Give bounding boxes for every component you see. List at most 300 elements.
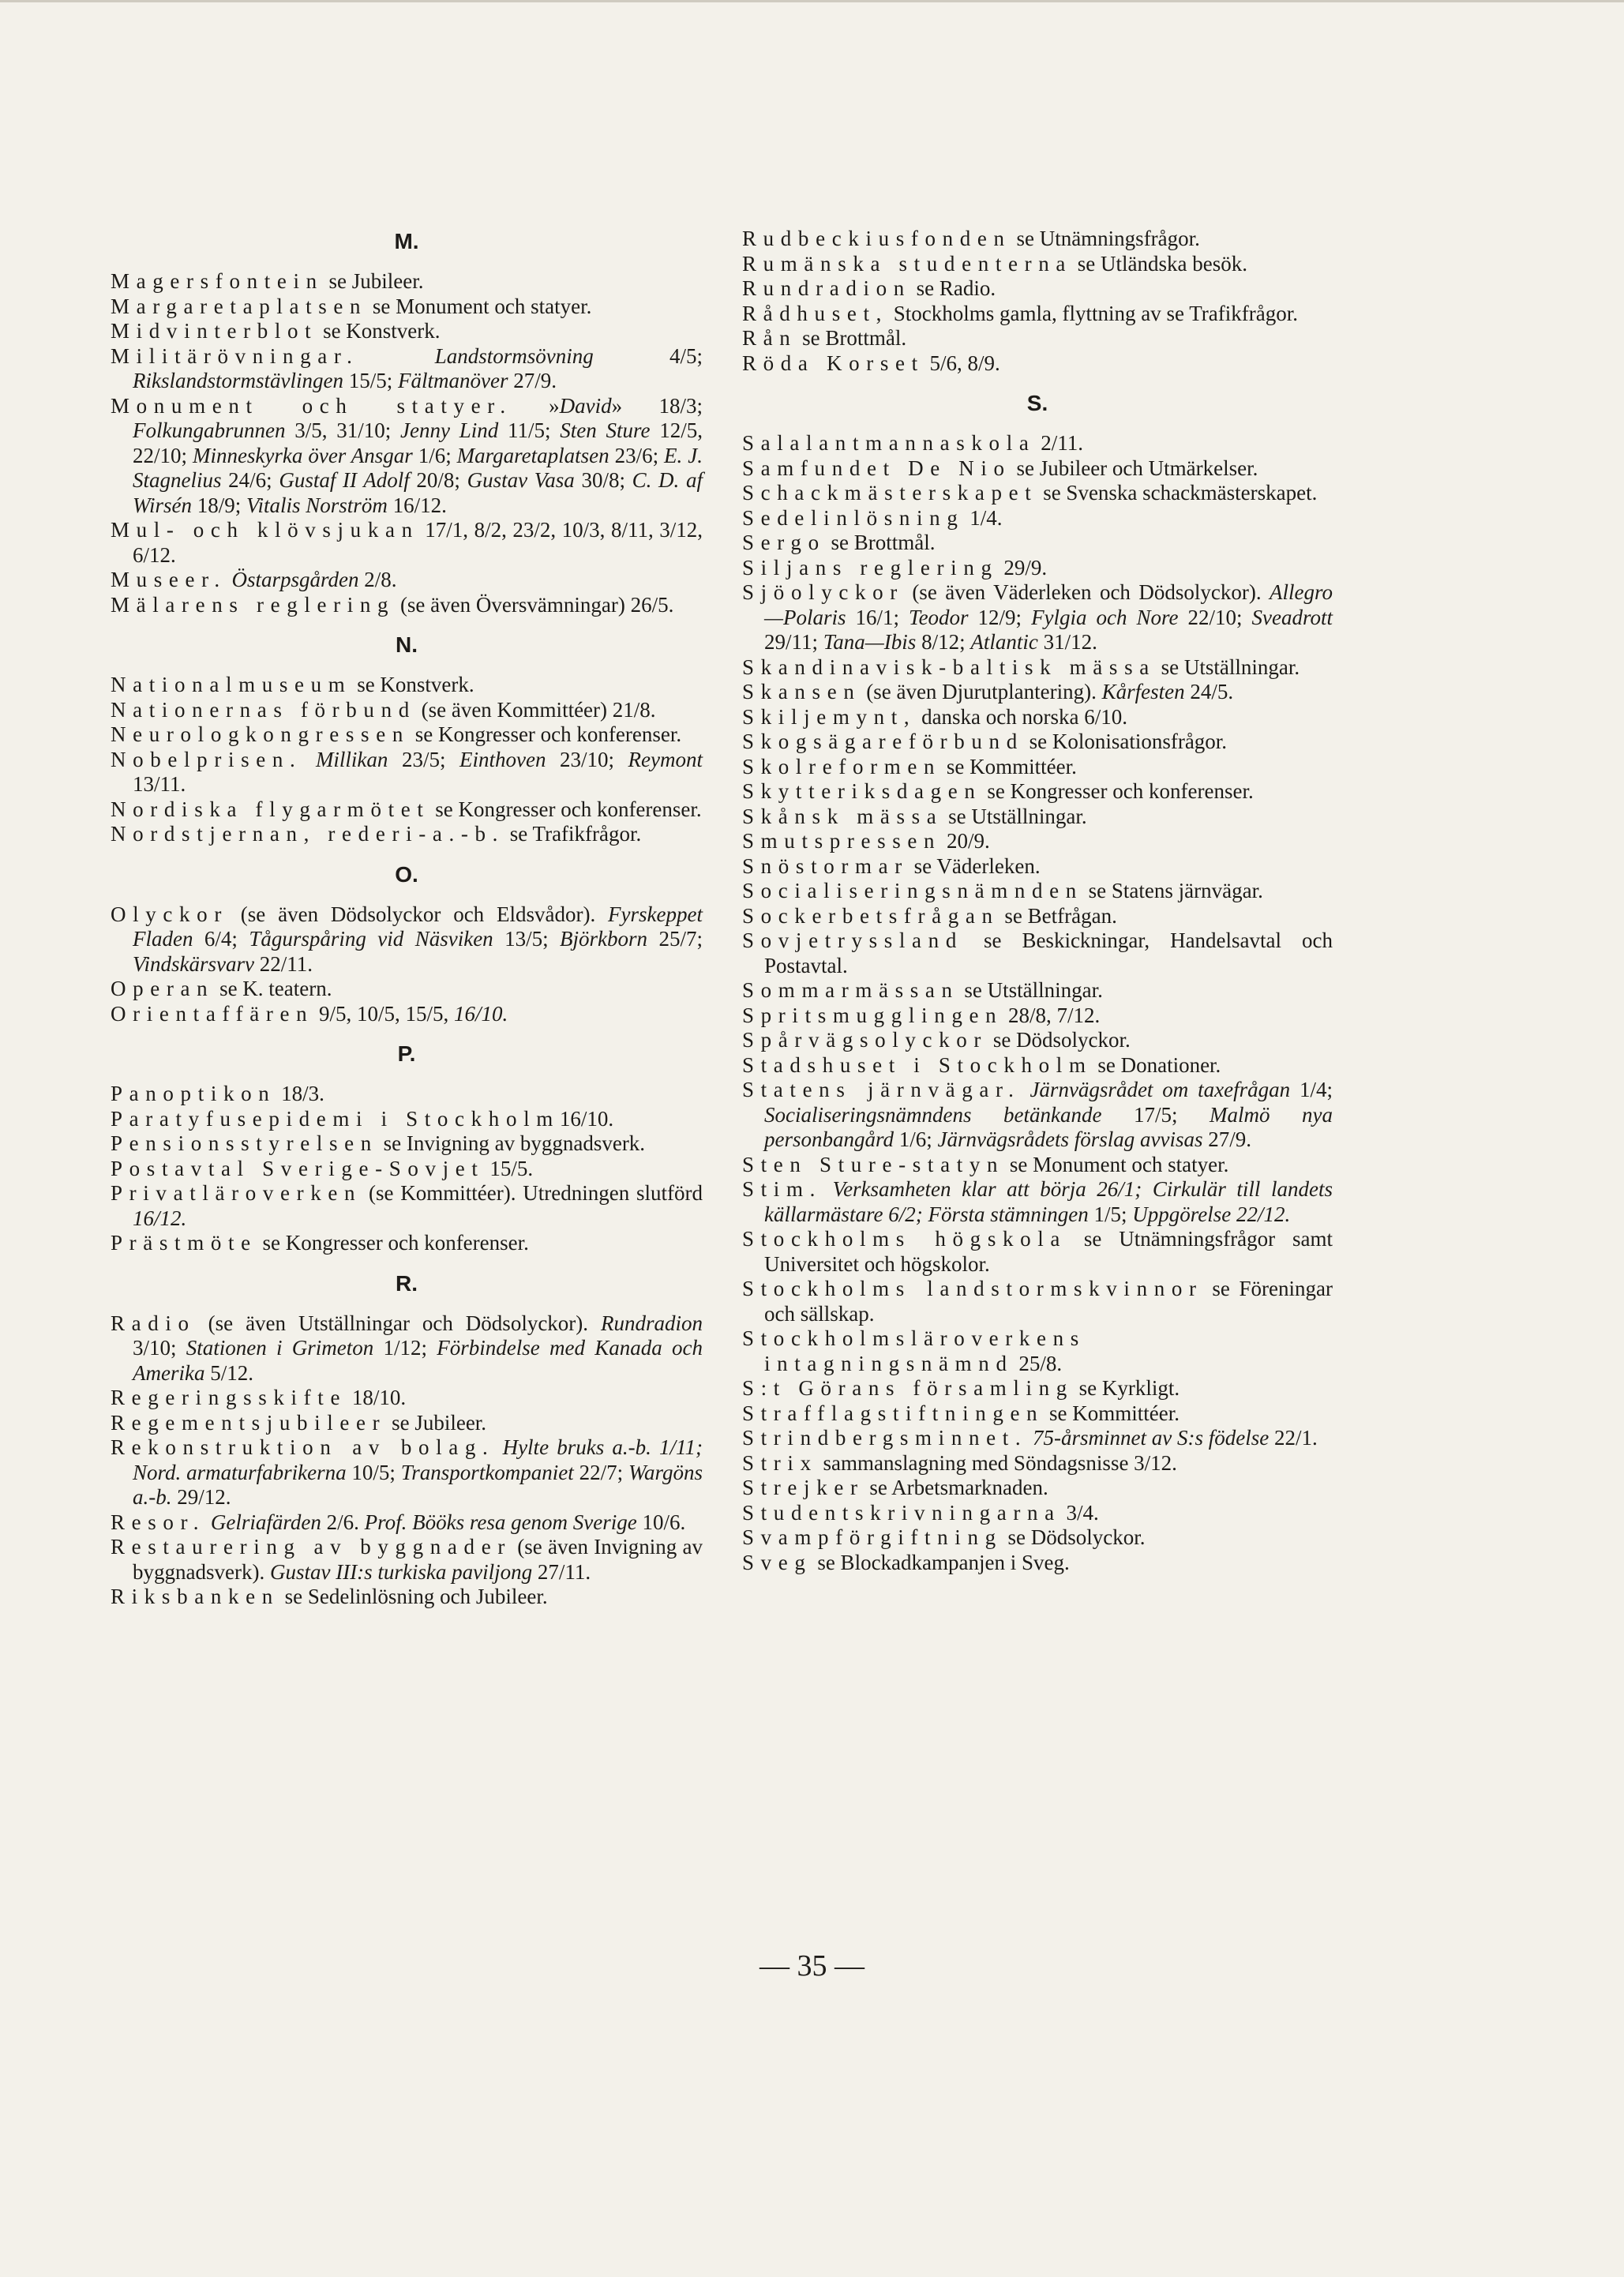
entry-text: 22/11. <box>253 951 313 976</box>
italic-reference: Nord. armaturfabrikerna <box>133 1460 347 1484</box>
headword: Svampförgiftning <box>742 1525 1003 1549</box>
headword: Monument och statyer. <box>111 393 512 418</box>
entry-text: se Donationer. <box>1092 1052 1221 1077</box>
entry-text: 12/9; <box>968 605 1032 629</box>
entry-text: 10/5; <box>346 1460 401 1484</box>
entry-text: 1/4. <box>964 505 1003 530</box>
headword: Magersfontein <box>111 269 324 293</box>
headword: Prästmöte <box>111 1231 257 1255</box>
headword: Statens järnvägar. <box>742 1078 1021 1101</box>
entry-text: 1/6; <box>894 1127 938 1151</box>
entry-text: 15/5; <box>343 369 398 392</box>
headword: Spritsmugglingen <box>742 1003 1003 1027</box>
index-entry-skytteriksdagen <box>742 779 1333 805</box>
headword: Regeringsskifte <box>111 1386 347 1409</box>
entry-text: 3/4. <box>1060 1500 1099 1525</box>
entry-text: 2/11. <box>1035 431 1083 455</box>
italic-reference: Rikslandstormstävlingen <box>133 369 343 392</box>
headword: Neurologkongressen <box>111 722 410 746</box>
italic-reference: Atlantic <box>970 630 1038 654</box>
index-entry-panoptikon <box>111 1082 703 1107</box>
headword: Margaretaplatsen <box>111 294 368 318</box>
entry-text: se Kommittéer. <box>1044 1401 1180 1425</box>
entry-text: se Kongresser och konferenser. <box>981 779 1254 803</box>
index-entry-skolreformen <box>742 755 1333 780</box>
top-edge-rule <box>0 0 1624 2</box>
section-letter: N. <box>396 632 418 657</box>
index-entry-resor <box>111 1510 703 1536</box>
italic-reference: 75-årsminnet av S:s födelse <box>1033 1426 1270 1450</box>
italic-reference: Folkungabrunnen <box>133 418 286 442</box>
index-entry-salalantmannaskola <box>742 431 1333 456</box>
index-entry-prästmöte <box>111 1231 703 1256</box>
headword: Rumänska studenterna <box>742 251 1072 276</box>
headword: Sergo <box>742 531 826 554</box>
entry-text: 31/12. <box>1037 630 1097 654</box>
entry-text <box>822 1177 833 1201</box>
italic-reference: Socialiseringsnämndens betänkande <box>764 1102 1102 1127</box>
entry-text: 4/5; <box>593 343 703 368</box>
entry-text: 16/10. <box>559 1106 614 1131</box>
entry-text: 16/1; <box>846 605 910 629</box>
entry-text: se Kyrkligt. <box>1073 1376 1180 1400</box>
index-entry-röda-korset <box>742 351 1333 377</box>
entry-text: se Kongresser och konferenser. <box>409 722 682 746</box>
entry-text: 23/5; <box>388 747 459 771</box>
entry-text: se Kolonisationsfrågor. <box>1023 730 1228 753</box>
page-number: — 35 — <box>759 1949 865 1983</box>
entry-text: se Utställningar. <box>958 978 1103 1002</box>
entry-text <box>1027 1426 1033 1450</box>
headword: Sockerbetsfrågan <box>742 903 1000 928</box>
entry-text: 28/8, 7/12. <box>1003 1003 1101 1027</box>
index-entry-strindbergsminnet <box>742 1426 1333 1451</box>
entry-text: (se även Utställningar och Dödsolyckor). <box>195 1311 601 1335</box>
italic-reference: Wargöns a.-b. <box>133 1460 703 1509</box>
entry-text: 17/1, 8/2, 23/2, 10/3, 8/11, 3/12, 6/12. <box>133 518 703 567</box>
index-entry-rumänska-studenterna <box>742 252 1333 277</box>
headword: Postavtal Sverige-Sovjet <box>111 1156 485 1180</box>
headword: Operan <box>111 977 215 1000</box>
entry-text: 29/12. <box>171 1485 231 1509</box>
headword: Nationalmuseum <box>111 673 352 696</box>
headword: Privatläroverken <box>111 1181 362 1205</box>
entry-text: se Dödsolyckor. <box>988 1028 1131 1052</box>
index-entry-skandinavisk-baltisk-mässa <box>742 655 1333 681</box>
index-entry-operan <box>111 977 703 1002</box>
entry-text: se Utnämningsfrågor. <box>1011 227 1200 250</box>
index-entry-spårvägsolyckor <box>742 1028 1333 1053</box>
italic-reference: Reymont <box>628 747 703 771</box>
headword: Strejker <box>742 1476 865 1499</box>
headword: Riksbanken <box>111 1585 279 1608</box>
headword: Rundradion <box>742 276 911 300</box>
entry-text: se Beskickningar, Handelsavtal och Postavtal. <box>764 928 1333 977</box>
entry-text: 22/1. <box>1269 1426 1318 1450</box>
headword: Spårvägsolyckor <box>742 1028 988 1052</box>
italic-reference: Fylgia och Nore <box>1031 605 1179 629</box>
italic-reference: Millikan <box>315 747 388 771</box>
index-entry-privatläroverken <box>111 1181 703 1231</box>
index-entry-margaretaplatsen <box>111 294 703 320</box>
index-entry-spritsmugglingen <box>742 1003 1333 1029</box>
section-letter: S. <box>1026 391 1048 415</box>
entry-text: se Kongresser och konferenser. <box>257 1231 529 1255</box>
headword: Museer. <box>111 568 227 591</box>
index-entry-sergo <box>742 531 1333 556</box>
index-entry-nordstjernan-rederi-a-b <box>111 822 703 847</box>
index-entry-rudbeckiusfonden <box>742 227 1333 252</box>
index-entry-sedelinlösning <box>742 506 1333 531</box>
index-entry-smutspressen <box>742 829 1333 854</box>
headword: Stockholmsläroverkens intagningsnämnd <box>742 1326 1086 1375</box>
entry-text: 5/12. <box>204 1360 253 1385</box>
index-entry-rådhuset <box>742 302 1333 327</box>
italic-reference: Allegro—Polaris <box>764 580 1333 629</box>
entry-text: 1/4; <box>1290 1078 1333 1101</box>
index-entry-nobelprisen <box>111 748 703 797</box>
italic-reference: Tana—Ibis <box>823 630 917 654</box>
index-entry-socialiseringsnämnden <box>742 879 1333 904</box>
italic-reference: Landstormsövning <box>434 343 594 368</box>
index-entry-siljans-reglering <box>742 556 1333 581</box>
entry-text: se Invigning av byggnadsverk. <box>377 1131 646 1155</box>
index-entry-strafflagstiftningen <box>742 1401 1333 1427</box>
entry-text: 17/5; <box>1101 1102 1210 1127</box>
headword: Sveg <box>742 1550 812 1574</box>
entry-text: se Trafikfrågor. <box>504 822 642 846</box>
entry-text <box>302 748 316 771</box>
entry-text: 9/5, 10/5, 15/5, <box>313 1001 454 1026</box>
italic-reference: Sveadrott <box>1251 605 1333 629</box>
index-entry-sommarmässan <box>742 978 1333 1003</box>
headword: Smutspressen <box>742 829 942 853</box>
entry-text: se Kommittéer. <box>941 754 1077 778</box>
index-entry-nationernas-förbund <box>111 698 703 723</box>
entry-text: se Arbetsmarknaden. <box>864 1476 1048 1499</box>
entry-text: 27/9. <box>1202 1127 1252 1151</box>
index-entry-nationalmuseum <box>111 673 703 698</box>
index-entry-strejker <box>742 1476 1333 1501</box>
italic-reference: Teodor <box>909 605 969 629</box>
entry-text: se Brottmål. <box>825 531 936 554</box>
italic-reference: E. J. Stagnelius <box>133 443 703 492</box>
entry-text: se Väderleken. <box>908 853 1041 878</box>
entry-text: se Sedelinlösning och Jubileer. <box>279 1585 548 1608</box>
italic-reference: Minneskyrka över Ansgar <box>192 443 413 467</box>
italic-reference: Hylte bruks a.-b. <box>502 1435 651 1459</box>
index-entry-neurologkongressen <box>111 722 703 748</box>
italic-reference: Fyrskeppet Fladen <box>133 902 703 951</box>
italic-reference: Jenny Lind <box>400 418 499 442</box>
headword: Nordstjernan, rederi-a.-b. <box>111 822 505 846</box>
headword: Socialiseringsnämnden <box>742 879 1083 902</box>
italic-reference: Kårfesten <box>1101 680 1185 703</box>
entry-text: 25/7; <box>647 927 703 951</box>
italic-reference: Gustaf II Adolf <box>279 468 410 492</box>
index-entry-skogsägareförbund <box>742 730 1333 755</box>
entry-text: 25/8. <box>1013 1351 1063 1375</box>
entry-text: 16/12. <box>387 493 447 517</box>
italic-reference: Transportkompaniet <box>400 1460 574 1484</box>
headword: S:t Görans församling <box>742 1376 1074 1400</box>
index-entry-regeringsskifte <box>111 1386 703 1411</box>
entry-text: 6/4; <box>193 927 249 951</box>
italic-reference: 16/10. <box>454 1001 508 1026</box>
index-entry-mälarens-reglering <box>111 593 703 618</box>
index-entry-militärövningar <box>111 344 703 394</box>
index-entry-strix <box>742 1451 1333 1476</box>
entry-text: 24/6; <box>221 468 279 492</box>
headword: Skandinavisk-baltisk mässa <box>742 655 1156 679</box>
headword: Röda Korset <box>742 351 925 375</box>
headword: Sovjetryssland <box>742 928 963 952</box>
headword: Schackmästerskapet <box>742 481 1038 505</box>
entry-text: 30/8; <box>574 468 632 492</box>
entry-text: (se även Översvämningar) 26/5. <box>395 592 674 617</box>
entry-text: (se även Väderleken och Dödsolyckor). <box>903 580 1270 604</box>
index-entry-stockholms-högskola <box>742 1227 1333 1277</box>
headword: Salalantmannaskola <box>742 431 1036 455</box>
entry-text: se K. teatern. <box>214 977 332 1000</box>
entry-text: 2/8. <box>358 568 397 591</box>
headword: Sjöolyckor <box>742 580 904 604</box>
index-entry-rundradion <box>742 276 1333 302</box>
entry-text: 13/5; <box>493 927 561 951</box>
headword: Samfundet De Nio <box>742 456 1011 480</box>
italic-reference: David <box>559 393 612 418</box>
entry-text: (se Kommittéer). Utredningen slutförd <box>362 1181 703 1205</box>
index-entry-paratyfusepidemi-i-stockholm <box>111 1107 703 1132</box>
entry-text: 20/9. <box>941 829 990 853</box>
headword: Mälarens reglering <box>111 592 396 617</box>
headword: Midvinterblot <box>111 319 318 343</box>
entry-text: 18/10. <box>347 1386 407 1409</box>
italic-reference: 1/11; <box>659 1435 703 1459</box>
index-entry-magersfontein <box>111 269 703 294</box>
italic-reference: Rundradion <box>600 1311 703 1335</box>
italic-reference: Järnvägsrådet om taxefrågan <box>1030 1078 1291 1101</box>
italic-reference: Vindskärsvarv <box>133 951 254 976</box>
headword: Orientaffären <box>111 1001 314 1026</box>
entry-text: 10/6. <box>636 1510 686 1534</box>
entry-text <box>1231 1202 1236 1226</box>
entry-text: se Radio. <box>910 276 996 300</box>
headword: Nordiska flygarmötet <box>111 797 430 821</box>
index-entry-sovjetryssland <box>742 928 1333 978</box>
right-column <box>742 227 1333 1575</box>
entry-text: 23/6; <box>609 443 665 467</box>
headword: Sten Sture-statyn <box>742 1152 1005 1176</box>
entry-text: 29/11; <box>764 630 823 654</box>
italic-reference: 16/12. <box>133 1206 187 1230</box>
headword: Stim. <box>742 1177 822 1201</box>
headword: Radio <box>111 1311 196 1335</box>
index-entry-nordiska-flygarmötet <box>111 797 703 823</box>
index-entry-sockerbetsfrågan <box>742 904 1333 929</box>
index-entry-skiljemynt <box>742 705 1333 730</box>
italic-reference: Stationen i Grimeton <box>186 1336 374 1360</box>
italic-reference: Tågurspåring vid Näsviken <box>249 927 493 951</box>
entry-text: 11/5; <box>498 418 561 442</box>
entry-text: 3/10; <box>133 1336 186 1360</box>
index-entry-olyckor <box>111 902 703 977</box>
italic-reference: Vitalis Norström <box>246 493 388 517</box>
entry-text: se Föreningar och sällskap. <box>764 1277 1333 1326</box>
entry-text: se Jubileer och Utmärkelser. <box>1011 456 1258 480</box>
entry-text: se Monument och statyer. <box>367 294 592 318</box>
headword: Skytteriksdagen <box>742 779 982 803</box>
entry-text <box>1021 1078 1030 1101</box>
index-entry-sjöolyckor <box>742 580 1333 655</box>
entry-text: se Konstverk. <box>317 319 441 343</box>
index-entry-pensionsstyrelsen <box>111 1131 703 1157</box>
index-entry-stockholms-landstormskvinnor <box>742 1277 1333 1326</box>
entry-text: » <box>512 393 560 418</box>
headword: Skånsk mässa <box>742 804 943 828</box>
headword: Sedelinlösning <box>742 505 965 530</box>
entry-text: 1/12; <box>373 1336 437 1360</box>
entry-text: 18/9; <box>192 493 247 517</box>
index-entry-orientaffären <box>111 1002 703 1027</box>
entry-text: 1/5; <box>1088 1202 1133 1226</box>
italic-reference: Malmö nya personbangård <box>764 1102 1333 1151</box>
entry-text: se Utnämningsfrågor samt Universitet och högskolor. <box>764 1227 1333 1276</box>
entry-text: 8/12; <box>916 630 971 654</box>
entry-text: 22/7; <box>573 1460 628 1484</box>
italic-reference: Gelriafärden <box>210 1510 321 1534</box>
headword: Skansen <box>742 680 861 703</box>
section-letter: R. <box>396 1270 418 1296</box>
entry-text <box>205 1510 211 1534</box>
entry-text: 22/10; <box>1178 605 1252 629</box>
headword: Stadshuset i Stockholm <box>742 1052 1093 1077</box>
left-column <box>111 227 703 1610</box>
italic-reference: Prof. Bööks resa genom Sverige <box>364 1510 637 1534</box>
italic-reference: Fältmanöver <box>398 369 508 392</box>
italic-reference: Uppgörelse <box>1132 1202 1232 1226</box>
entry-text <box>358 344 434 368</box>
headword: Olyckor <box>111 902 228 926</box>
headword: Siljans reglering <box>742 555 999 580</box>
entry-text: se Svenska schackmästerskapet. <box>1037 481 1318 505</box>
entry-text: se Konstverk. <box>351 673 474 696</box>
index-entry-midvinterblot <box>111 319 703 344</box>
entry-text: 29/9. <box>998 555 1048 580</box>
headword: Rån <box>742 326 797 350</box>
italic-reference: Sten Sture <box>560 418 651 442</box>
entry-text: se Jubileer. <box>323 269 424 293</box>
headword: Pensionsstyrelsen <box>111 1131 378 1155</box>
entry-text: 13/11. <box>133 772 186 796</box>
italic-reference: Gustav III:s turkiska paviljong <box>269 1559 533 1584</box>
entry-text: (se även Kommittéer) 21/8. <box>415 697 656 722</box>
entry-text: se Blockadkampanjen i Sveg. <box>812 1550 1070 1574</box>
headword: Nationernas förbund <box>111 697 416 722</box>
entry-text: (se även Invigning av byggnadsverk). <box>133 1535 703 1584</box>
italic-reference: Einthoven <box>459 747 546 771</box>
italic-reference: Förbindelse med Kanada och Amerika <box>133 1336 703 1385</box>
headword: Stockholms högskola <box>742 1227 1067 1251</box>
entry-text: 2/6. <box>321 1510 365 1534</box>
entry-text <box>494 1435 502 1459</box>
headword: Strafflagstiftningen <box>742 1401 1045 1425</box>
italic-reference: Järnvägsrådets förslag avvisas <box>937 1127 1203 1151</box>
index-entry-samfundet-de-nio <box>742 456 1333 482</box>
headword: Paratyfusepidemi i Stockholm <box>111 1106 560 1131</box>
headword: Sommarmässan <box>742 978 959 1002</box>
entry-text: danska och norska 6/10. <box>916 704 1128 729</box>
headword: Strindbergsminnet. <box>742 1426 1028 1450</box>
entry-text: 12/5, 22/10; <box>133 418 703 467</box>
entry-text: 24/5. <box>1184 680 1234 703</box>
entry-text: (se även Djurutplantering). <box>861 680 1102 703</box>
index-entry-stockholmsläroverkens-intagningsnämnd <box>742 1326 1333 1376</box>
entry-text: 27/9. <box>508 369 557 392</box>
entry-text: se Utställningar. <box>1155 655 1300 679</box>
italic-reference: Margaretaplatsen <box>456 443 609 467</box>
index-entry-skånsk-mässa <box>742 805 1333 830</box>
headword: Skiljemynt, <box>742 704 917 729</box>
entry-text: sammanslagning med Söndagsnisse 3/12. <box>817 1450 1177 1475</box>
index-entry-snöstormar <box>742 854 1333 880</box>
index-entry-s-t-görans-församling <box>742 1376 1333 1401</box>
index-entry-museer <box>111 568 703 593</box>
index-entry-statens-järnvägar <box>742 1078 1333 1153</box>
headword: Skogsägareförbund <box>742 730 1024 753</box>
index-entry-postavtal-sverige-sovjet <box>111 1157 703 1182</box>
index-entry-radio <box>111 1311 703 1386</box>
headword: Rekonstruktion av bolag. <box>111 1435 495 1459</box>
entry-text: se Betfrågan. <box>999 903 1117 928</box>
headword: Regementsjubileer <box>111 1410 387 1435</box>
headword: Panoptikon <box>111 1082 276 1105</box>
index-entry-stadshuset-i-stockholm <box>742 1053 1333 1078</box>
headword: Strix <box>742 1450 818 1475</box>
entry-text <box>651 1435 659 1459</box>
entry-text: » 18/3; <box>611 393 703 418</box>
headword: Restaurering av byggnader <box>111 1535 512 1559</box>
index-entry-svampförgiftning <box>742 1525 1333 1551</box>
index-entry-mul-och-klövsjukan <box>111 518 703 568</box>
index-entry-sten-sture-statyn <box>742 1153 1333 1178</box>
entry-text: Stockholms gamla, flyttning av se Trafikfrågor. <box>888 301 1298 325</box>
headword: Snöstormar <box>742 853 909 878</box>
headword: Nobelprisen. <box>111 747 302 771</box>
entry-text: se Utställningar. <box>943 804 1087 828</box>
headword: Rådhuset, <box>742 301 888 325</box>
index-entry-regementsjubileer <box>111 1411 703 1436</box>
entry-text: 18/3. <box>276 1082 324 1105</box>
section-letter: M. <box>394 229 419 253</box>
entry-text: 27/11. <box>532 1559 591 1584</box>
entry-text: 20/8; <box>409 468 467 492</box>
italic-reference: 22/12. <box>1236 1202 1291 1226</box>
entry-text: 5/6, 8/9. <box>924 351 1000 375</box>
index-entry-riksbanken <box>111 1585 703 1610</box>
italic-reference: Gustav Vasa <box>467 468 575 492</box>
italic-reference: C. D. af Wirsén <box>133 468 703 517</box>
entry-text: se Jubileer. <box>386 1410 487 1435</box>
index-entry-rekonstruktion-av-bolag <box>111 1435 703 1510</box>
index-entry-studentskrivningarna <box>742 1501 1333 1526</box>
headword: Mul- och klövsjukan <box>111 518 419 542</box>
entry-text: se Brottmål. <box>797 326 907 350</box>
index-entry-sveg <box>742 1551 1333 1576</box>
entry-text: 3/5, 31/10; <box>285 418 400 442</box>
entry-text: se Utländska besök. <box>1072 251 1247 276</box>
italic-reference: Verksamheten klar att börja 26/1; Cirkulär till landets källarmästare 6/2; Första stämningen <box>764 1177 1333 1226</box>
